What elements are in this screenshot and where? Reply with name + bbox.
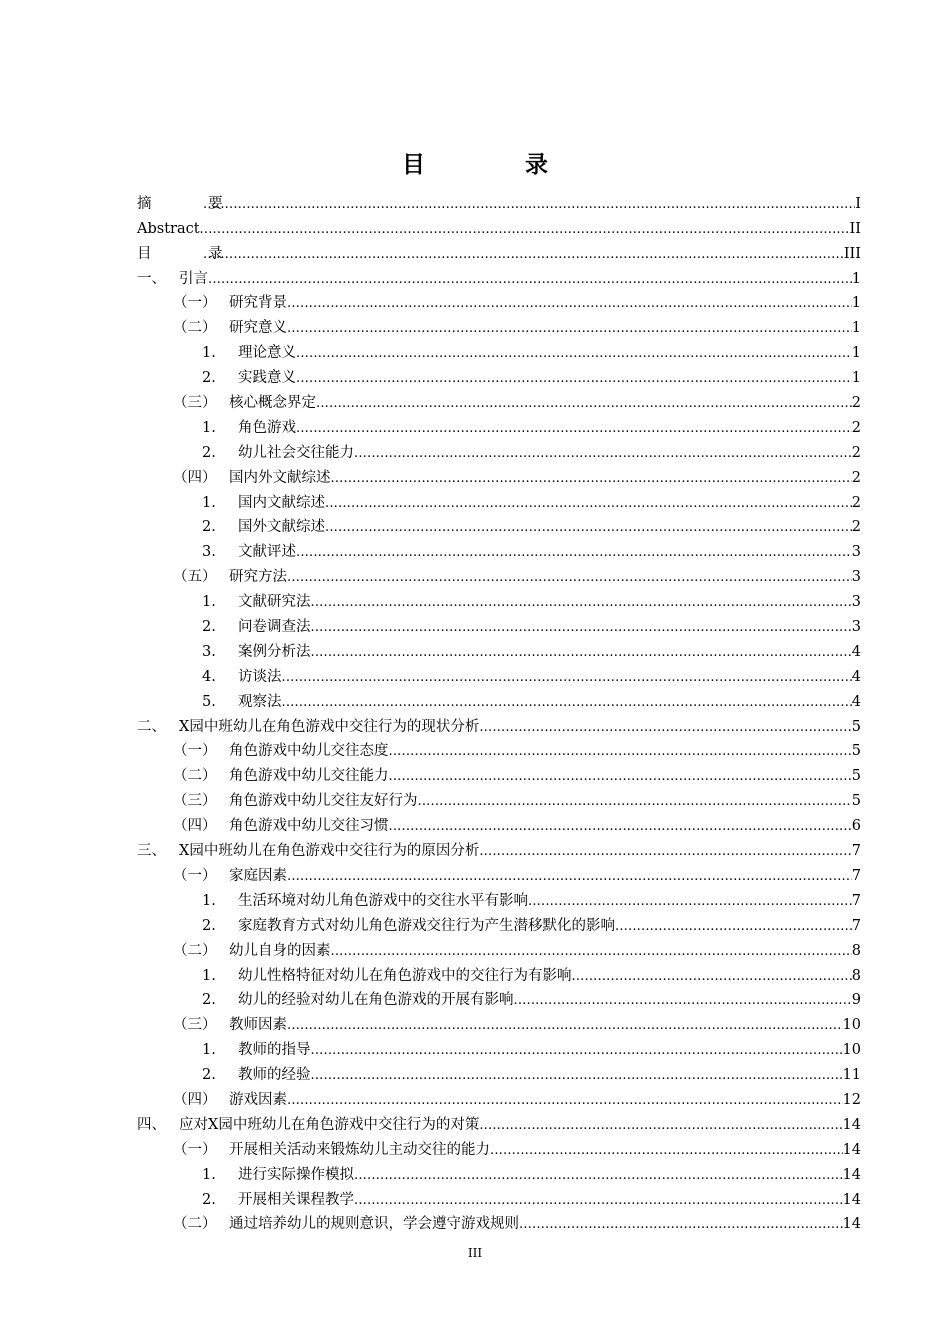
toc-entry-label: 家庭教育方式对幼儿角色游戏交往行为产生潜移默化的影响	[238, 917, 615, 934]
toc-entry-label: 角色游戏中幼儿交往习惯	[229, 818, 389, 835]
toc-entry-page: 4	[851, 643, 861, 660]
toc-entry-page: 3	[851, 594, 861, 611]
toc-entry[interactable]	[137, 736, 861, 761]
toc-entry-page: 7	[851, 917, 861, 934]
toc-entry-page: 3	[851, 569, 861, 586]
toc-entry[interactable]	[137, 561, 861, 586]
toc-entry-number: （三）	[173, 395, 217, 412]
toc-entry-label: 通过培养幼儿的规则意识，学会遵守游戏规则	[229, 1216, 519, 1233]
toc-entry-number: 1.	[202, 892, 216, 909]
toc-entry-page: 2	[851, 444, 861, 461]
toc-entry-label: 角色游戏中幼儿交往态度	[229, 743, 389, 760]
toc-entry-page: 5	[851, 743, 861, 760]
toc-entry[interactable]	[137, 1209, 861, 1234]
toc-entry-page: 14	[842, 1166, 861, 1183]
toc-entry[interactable]	[137, 1184, 861, 1209]
toc-entry-page: 10	[842, 1017, 861, 1034]
toc-entry[interactable]	[137, 462, 861, 487]
toc-entry-number: 2.	[202, 1191, 216, 1208]
toc-entry[interactable]	[137, 213, 861, 238]
toc-entry[interactable]	[137, 1009, 861, 1034]
toc-entry[interactable]	[137, 860, 861, 885]
toc-entry-page: 5	[851, 768, 861, 785]
toc-entry-number: 2.	[202, 519, 216, 536]
toc-entry-page: 12	[842, 1091, 861, 1108]
toc-dot-leader	[203, 196, 855, 213]
toc-entry[interactable]	[137, 985, 861, 1010]
toc-entry[interactable]	[137, 935, 861, 960]
toc-dot-leader	[287, 868, 852, 885]
toc-entry[interactable]	[137, 188, 861, 213]
toc-entry[interactable]	[137, 785, 861, 810]
toc-entry-number: （三）	[173, 1017, 217, 1034]
toc-dot-leader	[331, 943, 852, 960]
toc-dot-leader	[282, 669, 852, 686]
toc-dot-leader	[200, 221, 850, 238]
toc-entry-label: 文献评述	[238, 544, 296, 561]
toc-dot-leader	[331, 470, 852, 487]
toc-entry-page: 2	[851, 419, 861, 436]
toc-entry-number: 1.	[202, 594, 216, 611]
toc-dot-leader	[389, 768, 852, 785]
toc-entry-number: （一）	[173, 867, 217, 884]
toc-entry-label: 幼儿自身的因素	[229, 942, 331, 959]
page-title: 目 录	[401, 151, 594, 178]
toc-entry-label: 研究背景	[229, 295, 287, 312]
toc-entry-page: 2	[851, 469, 861, 486]
toc-entry[interactable]	[137, 412, 861, 437]
toc-entry-number: 1.	[202, 494, 216, 511]
toc-entry-label: 理论意义	[238, 345, 296, 362]
toc-entry-label: 应对X园中班幼儿在角色游戏中交往行为的对策	[179, 1116, 480, 1133]
toc-entry[interactable]	[137, 760, 861, 785]
toc-entry[interactable]	[137, 437, 861, 462]
toc-dot-leader	[490, 1142, 843, 1159]
toc-dot-leader	[354, 1192, 843, 1209]
toc-entry-page: I	[855, 195, 861, 212]
toc-entry-label: 幼儿社会交往能力	[238, 444, 354, 461]
toc-entry-number: 2.	[202, 444, 216, 461]
toc-dot-leader	[311, 619, 852, 636]
toc-entry-label: X园中班幼儿在角色游戏中交往行为的原因分析	[179, 843, 480, 860]
toc-entry-number: 二、	[137, 718, 166, 735]
toc-entry-label: 文献研究法	[238, 594, 311, 611]
toc-entry-label: 摘 要	[137, 195, 249, 212]
toc-entry-label: 案例分析法	[238, 643, 311, 660]
toc-entry-number: 1.	[202, 345, 216, 362]
toc-entry-number: 3.	[202, 544, 216, 561]
toc-dot-leader	[296, 370, 852, 387]
toc-entry[interactable]	[137, 960, 861, 985]
toc-entry-number: （一）	[173, 1141, 217, 1158]
toc-entry-page: 6	[851, 818, 861, 835]
toc-entry-label: 教师因素	[229, 1017, 287, 1034]
toc-entry-label: 开展相关课程教学	[238, 1191, 354, 1208]
toc-entry-number: 4.	[202, 668, 216, 685]
toc-entry-page: 4	[851, 668, 861, 685]
toc-dot-leader	[479, 1117, 842, 1134]
toc-entry-number: 三、	[137, 843, 166, 860]
toc-entry-page: 14	[842, 1216, 861, 1233]
toc-entry-number: （四）	[173, 818, 217, 835]
toc-dot-leader	[528, 893, 852, 910]
toc-entry-page: 8	[851, 942, 861, 959]
toc-entry-page: 5	[851, 718, 861, 735]
toc-dot-leader	[325, 495, 852, 512]
toc-entry[interactable]	[137, 487, 861, 512]
toc-entry[interactable]	[137, 1134, 861, 1159]
toc-entry-label: 教师的指导	[238, 1042, 311, 1059]
toc-dot-leader	[479, 843, 851, 860]
toc-dot-leader	[287, 1092, 843, 1109]
toc-entry-number: 1.	[202, 1166, 216, 1183]
toc-dot-leader	[615, 918, 852, 935]
toc-entry-page: 2	[851, 519, 861, 536]
toc-entry-page: 7	[851, 867, 861, 884]
toc-entry-page: 1	[851, 345, 861, 362]
toc-entry-page: 5	[851, 793, 861, 810]
toc-entry-label: X园中班幼儿在角色游戏中交往行为的现状分析	[179, 718, 480, 735]
toc-entry[interactable]	[137, 263, 861, 288]
toc-entry-number: 2.	[202, 619, 216, 636]
toc-dot-leader	[311, 594, 852, 611]
toc-dot-leader	[287, 295, 852, 312]
toc-entry[interactable]	[137, 288, 861, 313]
toc-entry-page: 11	[842, 1067, 861, 1084]
toc-entry[interactable]	[137, 835, 861, 860]
toc-entry-number: 2.	[202, 1067, 216, 1084]
toc-entry-number: （二）	[173, 320, 217, 337]
toc-entry-page: 9	[851, 992, 861, 1009]
toc-dot-leader	[311, 1067, 843, 1084]
toc-entry-number: 1.	[202, 1042, 216, 1059]
toc-entry[interactable]	[137, 238, 861, 263]
toc-entry-page: 10	[842, 1042, 861, 1059]
toc-entry-label: 国内文献综述	[238, 494, 325, 511]
toc-entry-page: 1	[851, 370, 861, 387]
toc-entry-number: （一）	[173, 295, 217, 312]
toc-entry-number: （二）	[173, 768, 217, 785]
toc-entry-label: 观察法	[238, 693, 282, 710]
toc-entry-page: III	[843, 245, 861, 262]
toc-dot-leader	[203, 246, 844, 263]
toc-dot-leader	[514, 992, 852, 1009]
toc-dot-leader	[354, 1167, 843, 1184]
toc-entry-number: （四）	[173, 469, 217, 486]
toc-dot-leader	[311, 1042, 843, 1059]
toc-entry[interactable]	[137, 1109, 861, 1134]
toc-entry-number: 2.	[202, 917, 216, 934]
toc-entry-label: 目 录	[137, 245, 249, 262]
toc-entry-page: 14	[842, 1116, 861, 1133]
toc-dot-leader	[572, 968, 852, 985]
toc-entry-label: 角色游戏中幼儿交往友好行为	[229, 793, 418, 810]
toc-entry[interactable]	[137, 885, 861, 910]
toc-entry[interactable]	[137, 711, 861, 736]
toc-entry-number: 1.	[202, 967, 216, 984]
toc-entry[interactable]	[137, 337, 861, 362]
toc-entry-number: 5.	[202, 693, 216, 710]
toc-entry[interactable]	[137, 910, 861, 935]
toc-entry-page: 8	[851, 967, 861, 984]
toc-dot-leader	[354, 445, 852, 462]
toc-entry-label: 角色游戏	[238, 419, 296, 436]
toc-entry-page: 14	[842, 1191, 861, 1208]
toc-dot-leader	[296, 420, 852, 437]
toc-entry[interactable]	[137, 611, 861, 636]
toc-entry-number: （五）	[173, 569, 217, 586]
page-number-footer: III	[467, 1246, 483, 1260]
toc-dot-leader	[418, 793, 852, 810]
toc-entry-page: 1	[851, 295, 861, 312]
toc-entry[interactable]	[137, 536, 861, 561]
toc-entry-number: 一、	[137, 270, 166, 287]
toc-entry-page: 7	[851, 843, 861, 860]
toc-entry[interactable]	[137, 636, 861, 661]
toc-entry-page: 3	[851, 619, 861, 636]
toc-entry[interactable]	[137, 512, 861, 537]
toc-entry-label: Abstract	[137, 220, 200, 237]
toc-entry-page: 14	[842, 1141, 861, 1158]
toc-entry-page: 2	[851, 494, 861, 511]
toc-entry[interactable]	[137, 387, 861, 412]
toc-dot-leader	[389, 818, 852, 835]
toc-dot-leader	[287, 320, 852, 337]
toc-entry-number: 2.	[202, 992, 216, 1009]
toc-dot-leader	[287, 1017, 843, 1034]
toc-dot-leader	[296, 544, 852, 561]
toc-entry-page: 1	[851, 320, 861, 337]
toc-entry[interactable]	[137, 312, 861, 337]
toc-entry[interactable]	[137, 1034, 861, 1059]
toc-entry[interactable]	[137, 586, 861, 611]
toc-entry[interactable]	[137, 810, 861, 835]
toc-entry-label: 引言	[179, 270, 208, 287]
toc-dot-leader	[208, 271, 852, 288]
toc-entry[interactable]	[137, 1159, 861, 1184]
toc-entry[interactable]	[137, 362, 861, 387]
toc-entry-label: 角色游戏中幼儿交往能力	[229, 768, 389, 785]
toc-entry-label: 国外文献综述	[238, 519, 325, 536]
toc-entry[interactable]	[137, 1059, 861, 1084]
toc-entry-number: （三）	[173, 793, 217, 810]
toc-dot-leader	[311, 644, 852, 661]
toc-entry[interactable]	[137, 661, 861, 686]
toc-entry-page: 1	[851, 270, 861, 287]
toc-entry-label: 访谈法	[238, 668, 282, 685]
toc-dot-leader	[389, 743, 852, 760]
toc-dot-leader	[325, 519, 852, 536]
toc-entry-label: 研究意义	[229, 320, 287, 337]
toc-entry[interactable]	[137, 686, 861, 711]
toc-entry-label: 幼儿的经验对幼儿在角色游戏的开展有影响	[238, 992, 514, 1009]
toc-entry-label: 实践意义	[238, 370, 296, 387]
toc-dot-leader	[519, 1216, 843, 1233]
toc-entry-number: 1.	[202, 419, 216, 436]
toc-entry-number: （一）	[173, 743, 217, 760]
toc-entry-number: （二）	[173, 942, 217, 959]
toc-entry-label: 研究方法	[229, 569, 287, 586]
toc-entry-label: 开展相关活动来锻炼幼儿主动交往的能力	[229, 1141, 490, 1158]
toc-entry-label: 幼儿性格特征对幼儿在角色游戏中的交往行为有影响	[238, 967, 572, 984]
toc-entry-page: 7	[851, 892, 861, 909]
toc-entry-number: 3.	[202, 643, 216, 660]
toc-entry-page: 4	[851, 693, 861, 710]
toc-entry[interactable]	[137, 1084, 861, 1109]
toc-entry-number: （二）	[173, 1216, 217, 1233]
toc-dot-leader	[479, 719, 851, 736]
toc-entry-label: 国内外文献综述	[229, 469, 331, 486]
toc-dot-leader	[287, 569, 852, 586]
toc-entry-label: 生活环境对幼儿角色游戏中的交往水平有影响	[238, 892, 528, 909]
toc-entry-page: 3	[851, 544, 861, 561]
toc-entry-label: 教师的经验	[238, 1067, 311, 1084]
toc-entry-page: 2	[851, 395, 861, 412]
toc-entry-label: 核心概念界定	[229, 395, 316, 412]
toc-dot-leader	[296, 345, 852, 362]
toc-entry-number: 四、	[137, 1116, 166, 1133]
toc-entry-label: 问卷调查法	[238, 619, 311, 636]
table-of-contents	[137, 188, 861, 1233]
toc-entry-number: （四）	[173, 1091, 217, 1108]
toc-entry-label: 家庭因素	[229, 867, 287, 884]
toc-entry-number: 2.	[202, 370, 216, 387]
toc-entry-label: 游戏因素	[229, 1091, 287, 1108]
toc-entry-label: 进行实际操作模拟	[238, 1166, 354, 1183]
toc-dot-leader	[316, 395, 852, 412]
toc-entry-page: II	[849, 220, 861, 237]
toc-dot-leader	[282, 694, 852, 711]
